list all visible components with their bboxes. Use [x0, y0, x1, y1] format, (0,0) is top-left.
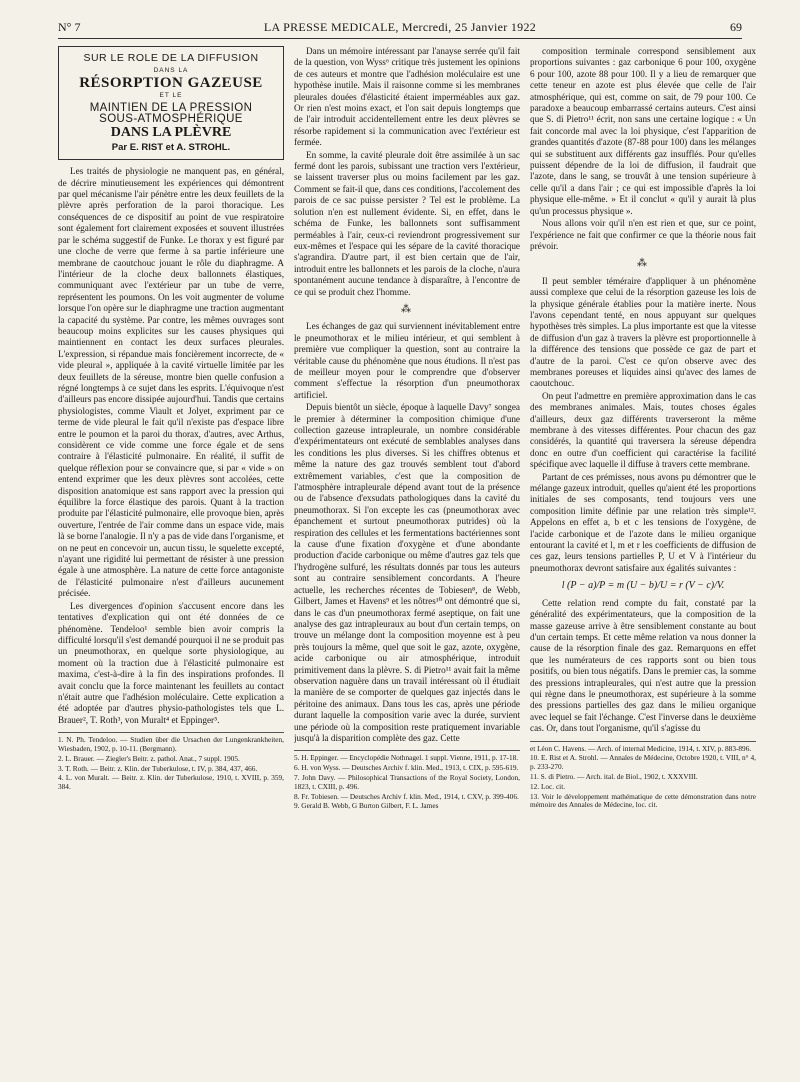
footnote: 2. L. Brauer. — Ziegler's Beitr. z. pathol. Anat., 7 suppl. 1905.: [58, 753, 240, 763]
footnote-divider: [58, 732, 284, 733]
title-line-6: SOUS-ATMOSPHÉRIQUE: [99, 113, 243, 126]
article-columns: [58, 46, 758, 1046]
title-line-4: ET LE: [159, 92, 183, 100]
paragraph: Les divergences d'opinion s'accusent encore dans les tentatives d'explication qui ont été données de ce phénomène. Tendeloo¹ semble bien avoir compris la difficulté lorsqu'il s'est demandé pourquoi il ne se produit pas un pneumothorax, en quelque sorte physiologique, au moment où la traction due à l'élasticité pulmonaire est maxima, c'est-à-dire à la fin des inspirations profondes. Il avait conclu que la force maintenant les feuillets au contact n'était autre que l'adhésion moléculaire. Cette explication a été adoptée par d'autres physio-pathologistes tels que L. Brauer², T. Roth³, von Muralt⁴ et Eppinger⁵.: [58, 600, 284, 725]
article-authors: Par E. RIST et A. STROHL.: [111, 141, 231, 153]
column-2: [294, 46, 520, 1046]
footnote-divider: [294, 750, 520, 751]
footnote: 4. L. von Muralt. — Beitr. z. Klin. der Tuberkulose, 1910, t. XVIII, p. 359, 384.: [58, 773, 284, 792]
footnote: 10. E. Rist et A. Strohl. — Annales de Médecine, Octobre 1920, t. VIII, n° 4, p. 233-270.: [530, 753, 756, 772]
footnote: 11. S. di Pietro. — Arch. ital. de Biol., 1902, t. XXXVIII.: [530, 771, 698, 781]
column-1: [58, 46, 284, 1046]
footnotes: [58, 736, 284, 792]
section-separator: ⁂: [637, 258, 649, 270]
column-3: [530, 46, 756, 1046]
paragraph: Il peut sembler téméraire d'appliquer à un phénomène aussi complexe que celui de la résorption gazeuse les lois de la physique générale établies pour la matière inerte. Nous l'avons cependant tenté, en nous appuyant sur quelques hypothèses très simples. La plus importante est que la vitesse de diffusion d'un gaz à travers la plèvre est proportionnelle à la différence des tensions que possède ce gaz de part et d'autre de la paroi. C'est ce qu'on observe avec des membranes poreuses et liquides ainsi qu'avec des lames de caoutchouc.: [530, 275, 756, 389]
article-title-block: [58, 46, 284, 160]
page-number: 69: [730, 19, 742, 34]
footnote: 6. H. von Wyss. — Deutsches Archiv f. klin. Med., 1913, t. CIX, p. 595-619.: [294, 763, 519, 773]
paragraph: composition terminale correspond sensiblement aux proportions suivantes : gaz carbonique 6 pour 100, oxygène 6 pour 100, azote 88 pour 100. Il y a lieu de remarquer que cette teneur en azote est plus élevée que celle de l'air atmosphérique, qui est, comme on sait, de 79 pour 100. Ce paradoxe a beaucoup embarrassé certains auteurs. C'est ainsi que S. di Pietro¹¹ écrit, non sans une certaine logique : « Un fait concorde mal avec la loi physique, c'est l'apparition de grandes quantités d'azote (87-88 pour 100) dans les mélanges qui se substituent aux différents gaz insufflés. Pour qu'elles puissent dépendre de la loi de diffusion, il faudrait que l'azote, dans le sang, se trouvât à une tension supérieure à celle qu'il a dans l'air ; ce qui est impossible d'après la loi physique elle-même. » Et il conclut « qu'il y aurait là plus qu'un processus physique ».: [530, 46, 756, 216]
footnote: 9. Gerald B. Webb, G Burton Gilbert, F. L. James: [294, 801, 439, 811]
footnote: 7. John Davy. — Philosophical Transactions of the Royal Society, London, 1823, t. CXIII, p. 496.: [294, 772, 520, 791]
footnote: 13. Voir le développement mathématique de cette démonstration dans notre mémoire des Annales de Médecine, loc. cit.: [530, 791, 756, 810]
paragraph: Dans un mémoire intéressant par l'anayse serrée qu'il fait de la question, von Wyss⁶ critique très justement les opinions de ces auteurs et montre que l'adhésion moléculaire est une hypothèse inutile. Mais il raisonne comme si les membranes pleurales douées d'élasticité étaient imperméables aux gaz. Or rien n'est moins exact, et l'on sait depuis longtemps que de l'air introduit accidentellement entre les deux plèvres se résorbe rapidement si la communication avec l'extérieur est fermée.: [294, 46, 520, 148]
issue-number: N° 7: [58, 19, 81, 34]
paragraph: On peut l'admettre en première approximation dans le cas des membranes animales. Mais, toutes choses égales d'ailleurs, deux gaz différents traverseront la même membrane à des vitesses différentes. Pour chacun des gaz considérés, la quantité qui traversera la séreuse dépendra donc en outre d'un coefficient qui caractérise la facilité spécifique avec laquelle il diffuse à travers cette membrane.: [530, 390, 756, 470]
title-line-7: DANS LA PLÈVRE: [110, 125, 232, 141]
footnote: 8. Fr. Tobiesen. — Deutsches Archiv f. klin. Med., 1914, t. CXV, p. 399-406.: [294, 791, 519, 801]
page-header: [58, 16, 742, 39]
footnote: 12. Loc. cit.: [530, 781, 566, 791]
paragraph: Les traités de physiologie ne manquent pas, en général, de décrire minutieusement les expériences qui démontrent par quel mécanisme l'air pénètre entre les deux feuillets de la plèvre après perforation de la paroi thoracique. Les conséquences de ce dispositif au point de vue respiratoire sont également fort clairement exposées et souvent illustrées par le schéma suggestif de Funke. Le thorax y est figuré par une cloche de verre que ferme à sa partie inférieure une membrane de caoutchouc jouant le rôle du diaphragme. A l'intérieur de la cloche deux ballonnets élastiques, communiquant avec l'extérieur par un tube de verre, représentent les poumons. On les voit augmenter de volume lorsque l'on opère sur le diaphragme une traction augmentant la capacité du système. Par contre, les mêmes ouvrages sont beaucoup moins explicites sur les causes physiques qui maintiennent en contact les deux surfaces pleurales. L'expression, si répandue mais foncièrement incorrecte, de « vide pleural », appliquée à la cavité virtuelle limitée par les deux feuillets de la séreuse, montre bien quelle confusion a régné longtemps à ce sujet dans les esprits. L'équivoque n'est d'ailleurs pas encore dissipée aujourd'hui. Tandis que certains physiologistes, comme Viault et Jolyet, expriment par ce terme de vide pleural le fait qu'il n'existe pas d'espace libre entre le poumon et la paroi du thorax, d'autres, avec Arthus, considèrent ce vide comme une force égale et de sens contraire à l'élasticité pulmonaire. En réalité, il suffit de quelque réflexion pour se convaincre que, si par « vide » on entend exprimer que les deux plèvres sont accolées, cette disposition anatomique est sans rapport avec la pression qui équilibre la force élastique des parois. Quant à la traction produite par l'élasticité pulmonaire, elle provoque bien, après ouverture, l'entrée de l'air comme dans un espace vide, mais là se borne l'analogie. Il n'y a pas de vide dans l'organisme, et on ne peut en concevoir un, aucun tissu, le squelette excepté, n'ayant une rigidité lui permettant de résister à une pression égale à une atmosphère. La nature de cette force antagoniste de l'élasticité pulmonaire n'est d'ailleurs aucunement précisée.: [58, 166, 284, 599]
title-line-2: DANS LA: [153, 67, 189, 75]
footnote: 3. T. Roth. — Beitr. z. Klin. der Tuberkulose, t. IV, p. 384, 437, 466.: [58, 763, 258, 773]
title-line-1: SUR LE ROLE DE LA DIFFUSION: [83, 52, 259, 64]
title-line-3: RÉSORPTION GAZEUSE: [79, 74, 263, 91]
paragraph: Les échanges de gaz qui surviennent inévitablement entre le pneumothorax et le milieu intérieur, et qui semblent à première vue compliquer la question, sont au contraire la véritable cause du phénomène que nous étudions. Il n'est pas de meilleur moyen pour le comprendre que d'observer comment s'effectue la résorption d'un pneumothorax artificiel.: [294, 321, 520, 400]
section-separator: ⁂: [401, 303, 413, 315]
footnote-divider: [530, 741, 756, 742]
footnote: 5. H. Eppinger. — Encyclopédie Nothnagel. 1 suppl. Vienne, 1911, p. 17-18.: [294, 753, 519, 763]
paragraph: Nous allons voir qu'il n'en est rien et que, sur ce point, l'expérience ne fait que confirmer ce que la théorie nous fait prévoir.: [530, 218, 756, 251]
journal-title: LA PRESSE MEDICALE, Mercredi, 25 Janvier 1922: [263, 19, 537, 34]
title-line-5: MAINTIEN DE LA PRESSION: [89, 101, 253, 114]
diffusion-equation: l (P − a)/P = m (U − b)/U = r (V − c)/V.: [561, 580, 725, 592]
footnotes: [294, 754, 520, 811]
paragraph: En somme, la cavité pleurale doit être assimilée à un sac fermé dont les parois, subissant une traction vers l'extérieur, se laissent traverser plus ou moins facilement par les gaz. Comment se fait-il que, dans ces conditions, l'accolement des parois de ce sac puisse persister ? Tel est le problème. La solution n'en est nullement évidente. Si, en effet, dans le schéma de Funke, les ballonnets sont suffisamment perméables à l'air, ceux-ci reviendront progressivement sur eux-mêmes et l'espace qui les sépare de la cavité thoracique s'agrandira. D'autre part, il est bien certain que de l'air, introduit entre les ballonnets et les parois de la cloche, n'aura spontanément aucune tendance à disparaître, à l'encontre de ce qui se produit chez l'homme.: [294, 149, 520, 297]
paragraph: Partant de ces prémisses, nous avons pu démontrer que le mélange gazeux introduit, quelles qu'aient été les proportions initiales de ses composants, tend toujours vers une composition limite définie par une relation très simple¹². Appelons en effet a, b et c les tensions de l'oxygène, de l'acide carbonique et de l'azote dans le milieu organique entourant la cavité et l, m et r les coefficients de diffusion de ces gaz, leurs tensions partielles P, U et V à l'intérieur du pneumothorax devront satisfaire aux égalités suivantes :: [530, 471, 756, 573]
footnote: 1. N. Ph. Tendeloo. — Studien über die Ursachen der Lungenkrankheiten, Wiesbaden, 1902, p. 10-11. (Bergmann).: [58, 735, 284, 753]
paragraph: Cette relation rend compte du fait, constaté par la généralité des expérimentateurs, que la composition de la masse gazeuse arrive à être sensiblement constante au bout d'un certain temps. Et cette même relation va nous donner la cause de la résorption finale des gaz. Remarquons en effet que les numérateurs de ces rapports sont ou bien tous positifs, ou bien tous négatifs. Dans le premier cas, la somme des pressions intrapleurales, qui n'est autre que la pression qui règne dans le pneumothorax, est supérieure à la somme des pressions partielles des gaz dans le milieu organique avec lequel se fait l'échange. C'est l'inverse dans le deuxième cas. Or, dans tout l'organisme, qu'il s'agisse du: [530, 597, 756, 734]
paragraph: Depuis bientôt un siècle, époque à laquelle Davy⁷ songea le premier à déterminer la composition chimique d'une collection gazeuse intrapleurale, un nombre considérable d'expérimentateurs ont exécuté de semblables analyses dans les conditions les plus diverses. Si les chiffres obtenus et même la nature des gaz trouvés semblent tout d'abord extrêmement variables, c'est que la composition de l'atmosphère intrapleurale dépend avant tout de la présence ou de l'absence d'exsudats pathologiques dans la cavité du pneumothorax. Si l'on excepte les cas (pneumothorax avec épanchement et surtout pneumothorax putrides) où la respiration des cellules et les fermentations bactériennes sont la cause d'une fixation d'oxygène et d'une abondante production d'acide carbonique ou même d'autres gaz tels que l'hydrogène sulfuré, les résultats donnés par tous les auteurs sont au contraire sensiblement concordants. A l'heure actuelle, les recherches récentes de Tobiesen⁸, de Webb, Gilbert, James et Havens⁹ et les nôtres¹⁰ ont démontré que si, dans le cas d'un pneumothorax fermé aseptique, on fait une analyse des gaz intrapleuraux au bout d'un certain temps, on trouve un mélange dont la composition moyenne est à peu près toujours la même, quel que soit le gaz, azote, oxygène, acide carbonique ou air atmosphérique, introduit primitivement dans la plèvre. S. di Pietro¹¹ avait fait la même observation naguère dans un travail intéressant où il étudiait la manière de se comporter de quelques gaz injectés dans le péritoine des animaux. Dans tous les cas, après une période durant laquelle la composition varie avec la durée, survient une période où la composition reste pratiquement invariable jusqu'à la disparition complète des gaz. Cette: [294, 402, 520, 743]
footnote: et Léon C. Havens. — Arch. of internal Medicine, 1914, t. XIV, p. 883-896.: [530, 743, 752, 753]
footnotes: [530, 745, 756, 811]
